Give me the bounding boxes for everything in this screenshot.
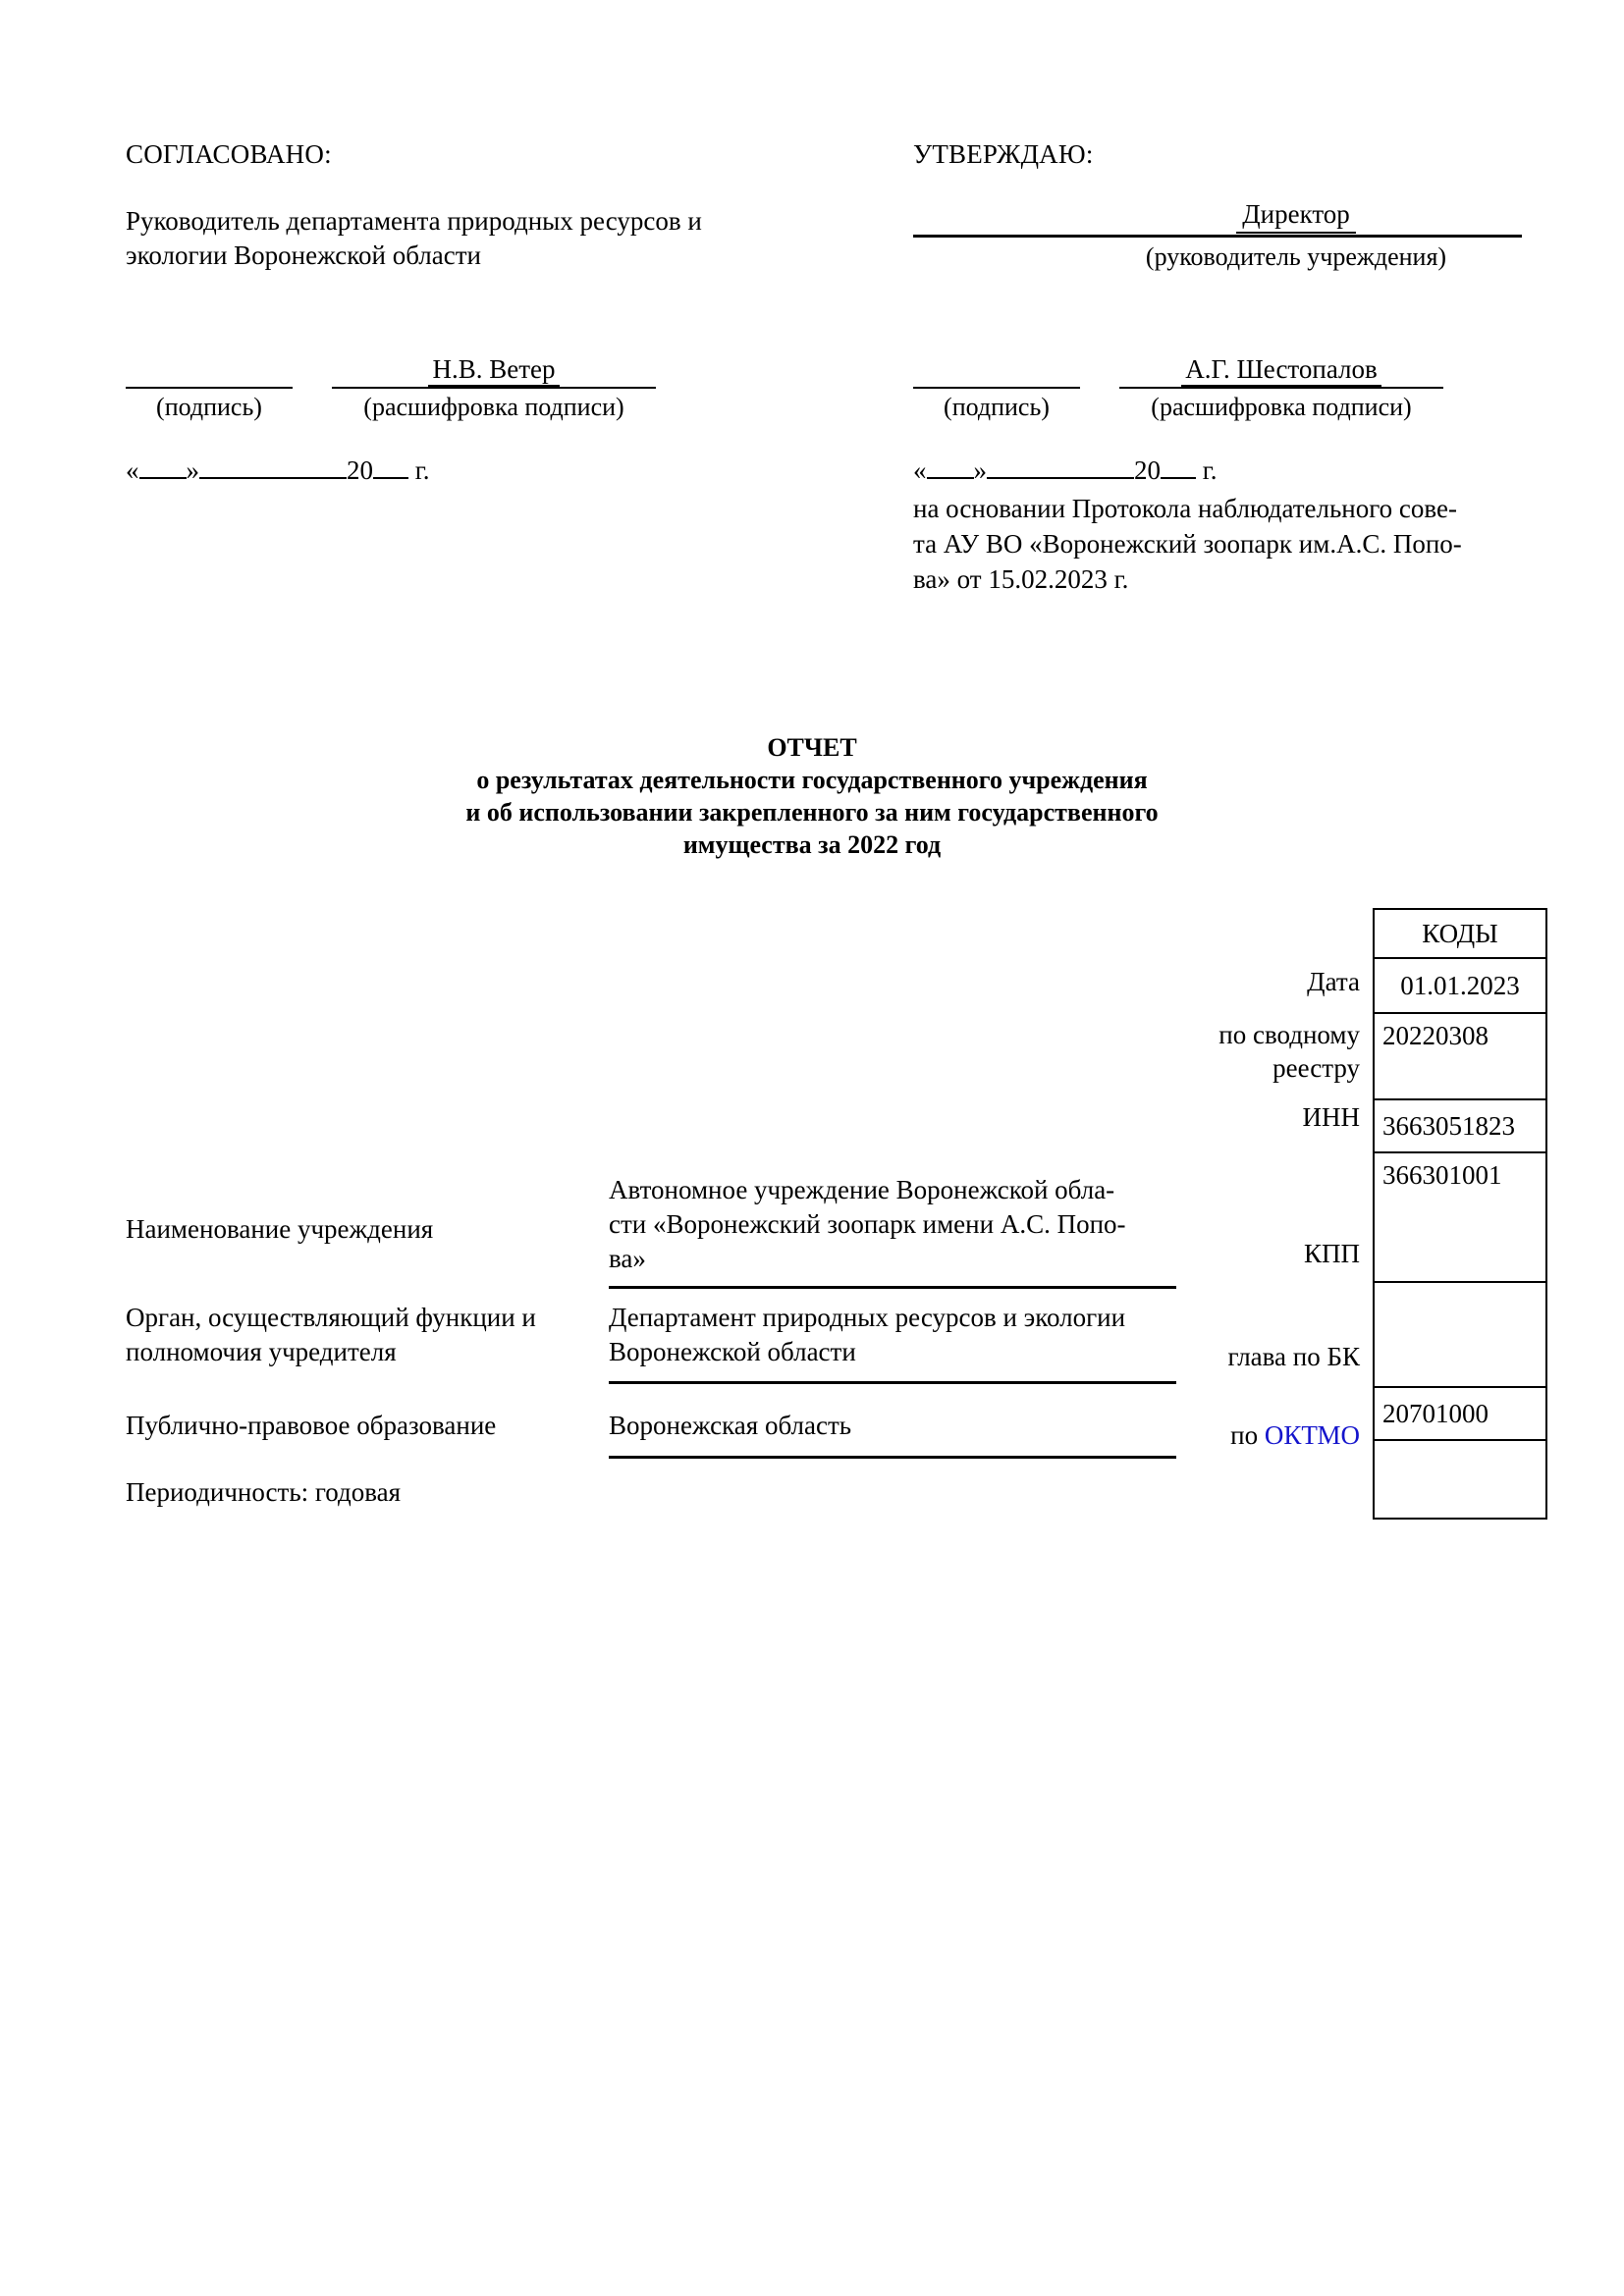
codes-kpp-value: 366301001 <box>1374 1152 1546 1282</box>
director-title-line <box>913 198 1522 234</box>
director-signature-rule <box>913 387 1080 389</box>
title-line-1: ОТЧЕТ <box>767 733 857 762</box>
director-signature-caption: (подпись) <box>944 393 1050 421</box>
director-name: А.Г. Шестопалов <box>1181 354 1381 387</box>
approver-name-holder <box>332 353 656 385</box>
director-name-rule <box>1119 387 1443 389</box>
table-row <box>1374 1099 1546 1152</box>
soglasovano-heading: СОГЛАСОВАНО: <box>126 139 332 169</box>
director-name-holder <box>1119 353 1443 385</box>
director-rule <box>913 235 1522 238</box>
director-date-quote-open: « <box>913 455 927 485</box>
approver-date-quote-close: » <box>186 455 199 485</box>
table-row <box>1374 909 1546 958</box>
director-name-slot <box>1119 353 1443 424</box>
approver-signature-blank <box>126 353 293 385</box>
codes-header-cell: КОДЫ <box>1374 909 1546 958</box>
codes-empty-value <box>1374 1440 1546 1519</box>
institution-value-line3: ва» <box>609 1244 646 1273</box>
founder-label-line2: полномочия учредителя <box>126 1337 397 1366</box>
approver-position <box>126 204 793 273</box>
approver-name-rule <box>332 387 656 389</box>
title-line-4: имущества за 2022 год <box>682 830 942 859</box>
director-signature-slot <box>913 353 1080 424</box>
director-date-year-blank <box>1161 477 1196 479</box>
protocol-basis <box>913 491 1473 597</box>
approver-signature-rule <box>126 387 293 389</box>
table-row <box>1374 1440 1546 1519</box>
director-date-year-prefix: 20 <box>1134 455 1161 485</box>
codes-label-registry-line2: реестру <box>1272 1053 1360 1083</box>
table-row <box>1374 958 1546 1013</box>
periodicity-line: Периодичность: годовая <box>126 1477 402 1507</box>
director-date-line <box>913 454 1522 487</box>
table-row <box>1374 1152 1546 1282</box>
founder-value-line2: Воронежской области <box>609 1337 856 1366</box>
codes-label-date: Дата <box>1307 967 1360 996</box>
founder-rule <box>609 1381 1176 1384</box>
director-title: Директор <box>1236 198 1356 234</box>
codes-label-oktmo-prefix: по <box>1230 1420 1265 1450</box>
institution-value <box>609 1173 1176 1276</box>
director-signature-blank <box>913 353 1080 385</box>
codes-date-value: 01.01.2023 <box>1374 958 1546 1013</box>
table-row <box>1374 1013 1546 1099</box>
codes-label-inn: ИНН <box>1302 1102 1360 1132</box>
utverzhdayu-heading: УТВЕРЖДАЮ: <box>913 139 1094 169</box>
codes-oktmo-value: 20701000 <box>1374 1387 1546 1440</box>
codes-inn-value: 3663051823 <box>1374 1099 1546 1152</box>
approver-name-slot <box>332 353 656 424</box>
table-row <box>1374 1282 1546 1387</box>
protocol-line2: та АУ ВО «Воронежский зоопарк им.А.С. Попо- <box>913 529 1462 559</box>
approver-signature-caption: (подпись) <box>156 393 262 421</box>
approver-date-month-blank <box>199 477 347 479</box>
founder-label-line1: Орган, осуществляющий функции и <box>126 1303 536 1332</box>
institution-rule <box>609 1286 1176 1289</box>
codes-registry-value: 20220308 <box>1374 1013 1546 1099</box>
approver-date-year-prefix: 20 <box>347 455 373 485</box>
codes-label-kpp: КПП <box>1303 1239 1360 1268</box>
approval-right-column <box>913 137 1522 597</box>
founder-label <box>126 1301 587 1369</box>
institution-value-line2: сти «Воронежский зоопарк имени А.С. Попо- <box>609 1209 1126 1239</box>
director-date-year-suffix: г. <box>1202 455 1218 485</box>
approver-date-line <box>126 454 793 487</box>
approver-position-line2: экологии Воронежской области <box>126 240 481 270</box>
title-line-3: и об использовании закрепленного за ним государственного <box>465 798 1159 827</box>
approver-date-year-suffix: г. <box>414 455 430 485</box>
public-entity-rule <box>609 1456 1176 1459</box>
approver-name: Н.В. Ветер <box>428 354 559 387</box>
approver-decode-caption: (расшифровка подписи) <box>363 393 624 421</box>
codes-label-glava-bk: глава по БК <box>1227 1342 1360 1371</box>
protocol-line3: ва» от 15.02.2023 г. <box>913 564 1129 594</box>
oktmo-link[interactable]: ОКТМО <box>1264 1420 1360 1450</box>
approver-signature-slot <box>126 353 293 424</box>
institution-label: Наименование учреждения <box>126 1214 434 1244</box>
approval-left-column <box>126 137 793 487</box>
codes-label-registry <box>947 1018 1360 1085</box>
approver-date-quote-open: « <box>126 455 139 485</box>
director-decode-caption: (расшифровка подписи) <box>1151 393 1412 421</box>
director-date-day-blank <box>927 477 974 479</box>
director-signature-row <box>913 353 1522 424</box>
founder-value-line1: Департамент природных ресурсов и экологии <box>609 1303 1126 1332</box>
public-entity-label: Публично-правовое образование <box>126 1411 497 1440</box>
director-caption: (руководитель учреждения) <box>1145 242 1447 271</box>
founder-value <box>609 1301 1176 1369</box>
director-block <box>913 198 1522 273</box>
institution-value-line1: Автономное учреждение Воронежской обла- <box>609 1175 1115 1204</box>
public-entity-value: Воронежская область <box>609 1411 852 1440</box>
approver-date-day-blank <box>139 477 187 479</box>
approver-date-year-blank <box>373 477 408 479</box>
codes-glava-bk-value <box>1374 1282 1546 1387</box>
protocol-line1: на основании Протокола наблюдательного сове- <box>913 494 1457 523</box>
table-row <box>1374 1387 1546 1440</box>
approver-position-line1: Руководитель департамента природных ресурсов и <box>126 206 702 236</box>
codes-and-fields <box>0 908 1624 1536</box>
director-date-month-blank <box>987 477 1134 479</box>
title-line-2: о результатах деятельности государственного учреждения <box>476 766 1148 794</box>
approver-signature-row <box>126 353 793 424</box>
codes-label-registry-line1: по сводному <box>1218 1020 1360 1049</box>
approval-header <box>0 137 1624 609</box>
document-title <box>0 731 1624 861</box>
director-date-quote-close: » <box>973 455 987 485</box>
codes-table <box>1373 908 1547 1520</box>
